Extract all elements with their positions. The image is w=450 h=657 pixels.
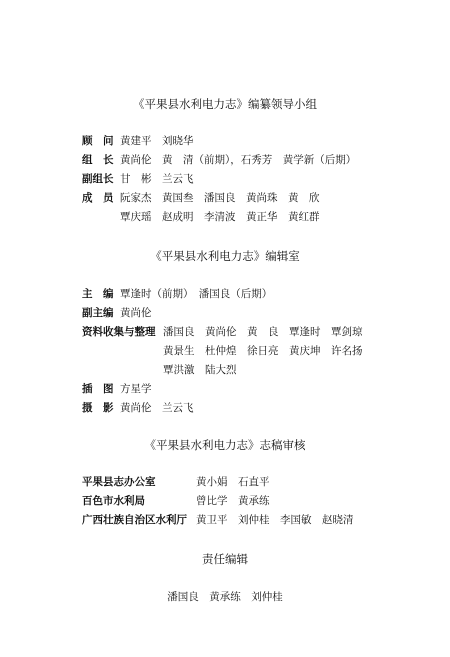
label-photography: 摄 影 (82, 402, 114, 414)
value-data-collection-line-1: 潘国良 黄尚伦 黄 良 覃逢时 覃剑琼 (163, 326, 363, 338)
section-heading-editorial-office: 《平果县水利电力志》编辑室 (150, 249, 300, 263)
value-deputy-editor: 黄尚伦 (120, 307, 152, 319)
label-leader: 组 长 (82, 154, 114, 166)
value-data-collection-line-3: 覃洪激 陆大烈 (163, 364, 237, 376)
value-leader: 黄尚伦 黄 清（前期），石秀芳 黄学新（后期） (120, 154, 357, 166)
section-heading-responsible-editors: 责任编辑 (202, 552, 248, 566)
value-county-office: 黄小娟 石直平 (196, 476, 270, 488)
value-illustration: 方星学 (120, 383, 152, 395)
label-advisor: 顾 问 (82, 135, 114, 147)
value-chief-editor: 覃逢时（前期） 潘国良（后期） (120, 288, 273, 300)
value-guangxi-water-department: 黄卫平 刘仲桂 李国敏 赵晓清 (196, 514, 354, 526)
label-county-office: 平果县志办公室 (82, 476, 156, 488)
value-data-collection-line-2: 黄景生 杜仲煌 徐日亮 黄庆坤 许名扬 (163, 345, 363, 357)
value-baise-water-bureau: 曾比学 黄承练 (196, 495, 270, 507)
value-responsible-editors: 潘国良 黄承练 刘仲桂 (167, 591, 283, 603)
value-members-line-1: 阮家杰 黄国叁 潘国良 黄尚珠 黄 欣 (120, 192, 320, 204)
label-data-collection: 资料收集与整理 (82, 326, 156, 338)
section-heading-review: 《平果县水利电力志》志稿审核 (144, 438, 306, 452)
label-baise-water-bureau: 百色市水利局 (82, 495, 145, 507)
label-deputy-leader: 副组长 (82, 173, 114, 185)
value-photography: 黄尚伦 兰云飞 (120, 402, 194, 414)
label-illustration: 插 图 (82, 383, 114, 395)
label-members: 成 员 (82, 192, 114, 204)
label-chief-editor: 主 编 (82, 288, 114, 300)
label-guangxi-water-department: 广西壮族自治区水利厅 (82, 514, 187, 526)
value-deputy-leader: 甘 彬 兰云飞 (120, 173, 194, 185)
label-deputy-editor: 副主编 (82, 307, 114, 319)
value-advisor: 黄建平 刘晓华 (120, 135, 194, 147)
value-members-line-2: 覃庆瑶 赵成明 李清波 黄正华 黄红群 (120, 211, 320, 223)
section-heading-leadership: 《平果县水利电力志》编纂领导小组 (133, 97, 317, 111)
